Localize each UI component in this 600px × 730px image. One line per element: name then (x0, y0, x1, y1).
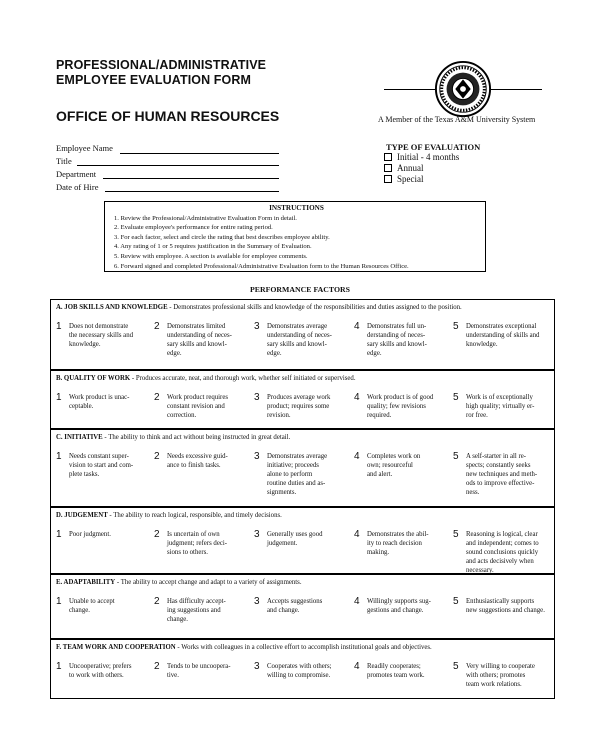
rating-description-line: ceptable. (69, 403, 94, 410)
rating-description-line: with others; promotes (466, 672, 526, 679)
evaluation-option-annual[interactable] (384, 163, 424, 173)
employee-name-label: Employee Name (56, 143, 113, 153)
rating-number[interactable]: 4 (354, 451, 360, 462)
section-name: A. JOB SKILLS AND KNOWLEDGE (56, 304, 168, 311)
evaluation-option-special[interactable] (384, 174, 424, 184)
rating-description-line: Does not demonstrate (69, 323, 129, 330)
rating-description-line: derstanding of neces- (367, 332, 426, 339)
rating-description-line: Readily cooperates; (367, 663, 421, 670)
rating-description-line: Demonstrates limited (167, 323, 226, 330)
rating-number[interactable]: 5 (453, 392, 459, 403)
section-name: D. JUDGEMENT (56, 512, 108, 519)
rating-description (167, 393, 251, 420)
rating-description-line: Demonstrates average (267, 453, 328, 460)
rating-number[interactable]: 2 (154, 596, 160, 607)
rating-description-line: and independent; comes to (466, 540, 539, 547)
rating-description (267, 322, 351, 358)
rating-description-line: sound conclusions quickly (466, 549, 539, 556)
rating-number[interactable]: 5 (453, 661, 459, 672)
rating-description-line: ods to improve effective- (466, 480, 535, 487)
section-description: - The ability to think and act without being instructed in great detail. (102, 434, 291, 441)
title-line-2: EMPLOYEE EVALUATION FORM (56, 73, 251, 87)
rating-description-line: making. (367, 549, 390, 556)
title-field[interactable] (77, 165, 279, 166)
instructions-box (104, 201, 486, 272)
rating-description (267, 530, 351, 548)
rating-description (466, 452, 550, 497)
employee-name-field[interactable] (120, 153, 279, 154)
title-line-1: PROFESSIONAL/ADMINISTRATIVE (56, 58, 267, 72)
rating-number[interactable]: 1 (56, 529, 62, 540)
rating-description-line: change. (69, 607, 90, 614)
rating-description (69, 393, 153, 411)
rating-description-line: Unable to accept (69, 598, 115, 605)
rating-description-line: Accepts suggestions (267, 598, 323, 605)
rating-description-line: and alert. (367, 471, 393, 478)
date-of-hire-field[interactable] (105, 191, 279, 192)
rating-description-line: constant revision and (167, 403, 225, 410)
rating-description-line: new techniques and meth- (466, 471, 538, 478)
rating-description-line: promotes team work. (367, 672, 425, 679)
department-label: Department (56, 169, 97, 179)
rating-description (367, 322, 451, 358)
rating-description-line: alone to perform (267, 471, 313, 478)
rating-description-line: sary skills and knowl- (367, 341, 427, 348)
rating-number[interactable]: 1 (56, 451, 62, 462)
performance-section (50, 429, 555, 507)
rating-number[interactable]: 4 (354, 661, 360, 672)
performance-section (50, 639, 555, 699)
rating-description (466, 393, 550, 420)
rating-description-line: understanding of skills and (466, 332, 540, 339)
rating-description-line: Generally uses good (267, 531, 323, 538)
rating-description-line: Uncooperative; prefers (69, 663, 132, 670)
instruction-item: 6. Forward signed and completed Professional/Administrative Evaluation form to the Human Resources Office. (114, 262, 409, 270)
rating-description-line: to work with others. (69, 672, 124, 679)
rating-description-line: ity to reach decision (367, 540, 422, 547)
office-title: OFFICE OF HUMAN RESOURCES (56, 108, 280, 124)
rating-description (466, 597, 550, 615)
rating-description-line: Work is of exceptionally (466, 394, 533, 401)
rating-description-line: and change. (267, 607, 300, 614)
section-name: C. INITIATIVE (56, 434, 103, 441)
rating-description-line: and acts decisively when (466, 558, 534, 565)
rating-description-line: Work product requires (167, 394, 228, 401)
rating-description-line: knowledge. (69, 341, 101, 348)
rating-description (267, 597, 351, 615)
instruction-item: 2. Evaluate employee's performance for entire rating period. (114, 224, 273, 232)
option-label: Initial - 4 months (397, 152, 460, 162)
title-label: Title (56, 156, 72, 166)
date-of-hire-label: Date of Hire (56, 182, 99, 192)
rating-description-line: spects; constantly seeks (466, 462, 531, 469)
rating-description (267, 662, 351, 680)
rating-description (69, 322, 153, 349)
rating-number[interactable]: 2 (154, 451, 160, 462)
checkbox-annual[interactable] (384, 164, 392, 172)
rating-description-line: team work relations. (466, 681, 522, 688)
rating-description-line: correction. (167, 412, 197, 419)
rating-description (367, 393, 451, 420)
rating-description-line: product; requires some (267, 403, 330, 410)
rating-description-line: judgement. (267, 540, 298, 547)
rating-description-line: ness. (466, 489, 480, 496)
member-text: A Member of the Texas A&M University System (378, 115, 536, 124)
rating-description-line: willing to compromise. (267, 672, 331, 679)
checkbox-initial[interactable] (384, 153, 392, 161)
rating-description-line: plete tasks. (69, 471, 100, 478)
section-description: - Works with colleagues in a collective effort to accomplish institutional goals and objectives. (175, 644, 432, 651)
rating-description-line: Tends to be uncoopera- (167, 663, 231, 670)
rating-number[interactable]: 5 (453, 451, 459, 462)
rating-number[interactable]: 4 (354, 529, 360, 540)
rating-description (367, 452, 451, 479)
rating-description-line: high quality; virtually er- (466, 403, 535, 410)
rating-number[interactable]: 1 (56, 596, 62, 607)
rating-number[interactable]: 2 (154, 661, 160, 672)
rating-description-line: ing suggestions and (167, 607, 221, 614)
rating-description-line: edge. (367, 350, 382, 357)
rating-description-line: Demonstrates full un- (367, 323, 427, 330)
rating-description-line: Needs constant super- (69, 453, 129, 460)
evaluation-type-title: TYPE OF EVALUATION (386, 142, 481, 152)
rating-description (267, 393, 351, 420)
rating-description-line: understanding of neces- (267, 332, 332, 339)
rating-number[interactable]: 3 (254, 661, 260, 672)
rating-description (167, 452, 251, 470)
rating-description-line: Enthusiastically supports (466, 598, 535, 605)
rating-description (167, 597, 251, 624)
rating-description-line: sions to others. (167, 549, 208, 556)
rating-description-line: sary skills and knowl- (267, 341, 327, 348)
rating-description (466, 322, 550, 349)
section-header (56, 579, 302, 586)
instruction-item: 1. Review the Professional/Administrative Evaluation Form in detail. (114, 214, 297, 222)
rating-description-line: Completes work on (367, 453, 421, 460)
rating-number[interactable]: 3 (254, 392, 260, 403)
rating-number[interactable]: 1 (56, 321, 62, 332)
rating-description (466, 662, 550, 689)
rating-description-line: routine duties and as- (267, 480, 326, 487)
rating-description-line: understanding of neces- (167, 332, 232, 339)
section-description: - Demonstrates professional skills and knowledge of the responsibilities and duties assigned to the position. (167, 304, 462, 311)
rating-description-line: Poor judgment. (69, 531, 111, 538)
rating-description (69, 530, 153, 539)
rating-description-line: the necessary skills and (69, 332, 133, 339)
rating-description-line: Very willing to cooperate (466, 663, 535, 670)
section-header (56, 512, 282, 519)
rating-number[interactable]: 3 (254, 529, 260, 540)
rating-description-line: Demonstrates the abil- (367, 531, 429, 538)
rating-number[interactable]: 1 (56, 661, 62, 672)
section-name: F. TEAM WORK AND COOPERATION (56, 644, 176, 651)
rating-description-line: Work product is of good (367, 394, 434, 401)
rating-description (167, 322, 251, 358)
instruction-item: 5. Review with employee. A section is available for employee comments. (114, 252, 308, 260)
performance-section (50, 299, 555, 370)
rating-description-line: edge. (267, 350, 282, 357)
rating-description-line: Work product is unac- (69, 394, 130, 401)
performance-factors-title: PERFORMANCE FACTORS (250, 285, 350, 294)
rating-number[interactable]: 4 (354, 596, 360, 607)
option-label: Special (397, 174, 424, 184)
rating-number[interactable]: 1 (56, 392, 62, 403)
rating-description-line: knowledge. (466, 341, 498, 348)
rating-number[interactable]: 2 (154, 392, 160, 403)
rating-description (367, 662, 451, 680)
section-header (56, 644, 432, 651)
rating-description-line: edge. (167, 350, 182, 357)
rating-description (466, 530, 550, 575)
rating-number[interactable]: 2 (154, 529, 160, 540)
evaluation-option-initial[interactable] (384, 152, 459, 162)
rating-description (69, 662, 153, 680)
rating-description-line: A self-starter in all re- (466, 453, 527, 460)
rating-number[interactable]: 3 (254, 596, 260, 607)
rating-number[interactable]: 3 (254, 321, 260, 332)
performance-section (50, 370, 555, 429)
section-name: B. QUALITY OF WORK (56, 375, 131, 382)
rating-description-line: ance to finish tasks. (167, 462, 221, 469)
rating-description-line: judgment; refers deci- (167, 540, 228, 547)
section-description: - Produces accurate, neat, and thorough work, whether self initiated or supervised. (130, 375, 356, 382)
rating-description (267, 452, 351, 497)
rating-number[interactable]: 4 (354, 321, 360, 332)
section-header (56, 375, 356, 382)
instruction-item: 3. For each factor, select and circle the rating that best describes employee ability. (114, 233, 330, 241)
rating-description-line: initiative; proceeds (267, 462, 319, 469)
rating-description-line: signments. (267, 489, 297, 496)
rating-description-line: Reasoning is logical, clear (466, 531, 538, 538)
rating-description (367, 530, 451, 557)
rating-description-line: revision. (267, 412, 291, 419)
rating-description (69, 597, 153, 615)
rating-number[interactable]: 5 (453, 596, 459, 607)
section-description: - The ability to reach logical, responsible, and timely decisions. (107, 512, 282, 519)
rating-description-line: change. (167, 616, 188, 623)
option-label: Annual (397, 163, 424, 173)
department-field[interactable] (103, 178, 279, 179)
section-header (56, 434, 290, 441)
rating-description-line: gestions and change. (367, 607, 424, 614)
rating-number[interactable]: 4 (354, 392, 360, 403)
rating-description-line: Cooperates with others; (267, 663, 332, 670)
rating-description-line: Demonstrates exceptional (466, 323, 537, 330)
instruction-item: 4. Any rating of 1 or 5 requires justification in the Summary of Evaluation. (114, 243, 312, 251)
form-title (56, 58, 266, 88)
rating-description-line: quality; few revisions (367, 403, 426, 410)
rating-description-line: Is uncertain of own (167, 531, 220, 538)
rating-description (167, 530, 251, 557)
checkbox-special[interactable] (384, 175, 392, 183)
section-description: - The ability to accept change and adapt to a variety of assignments. (115, 579, 302, 586)
rating-description-line: ror free. (466, 412, 488, 419)
rating-description-line: Willingly supports sug- (367, 598, 431, 605)
rating-number[interactable]: 2 (154, 321, 160, 332)
rating-description-line: new suggestions and change. (466, 607, 545, 614)
section-name: E. ADAPTABILITY (56, 579, 116, 586)
rating-number[interactable]: 3 (254, 451, 260, 462)
rating-description-line: own; resourceful (367, 462, 413, 469)
rating-description-line: Has difficulty accept- (167, 598, 226, 605)
section-header (56, 304, 462, 311)
rating-description-line: Needs excessive guid- (167, 453, 228, 460)
rating-description (167, 662, 251, 680)
university-seal-icon (434, 60, 492, 118)
rating-description-line: Demonstrates average (267, 323, 328, 330)
rating-number[interactable]: 5 (453, 321, 459, 332)
rating-number[interactable]: 5 (453, 529, 459, 540)
rating-description (367, 597, 451, 615)
performance-section (50, 574, 555, 639)
performance-section (50, 507, 555, 574)
rating-description-line: tive. (167, 672, 179, 679)
rating-description-line: required. (367, 412, 392, 419)
instructions-title: INSTRUCTIONS (269, 204, 324, 212)
rating-description-line: vision to start and com- (69, 462, 134, 469)
rating-description-line: necessary. (466, 567, 494, 574)
rating-description-line: Produces average work (267, 394, 331, 401)
rating-description (69, 452, 153, 479)
rating-description-line: sary skills and knowl- (167, 341, 227, 348)
